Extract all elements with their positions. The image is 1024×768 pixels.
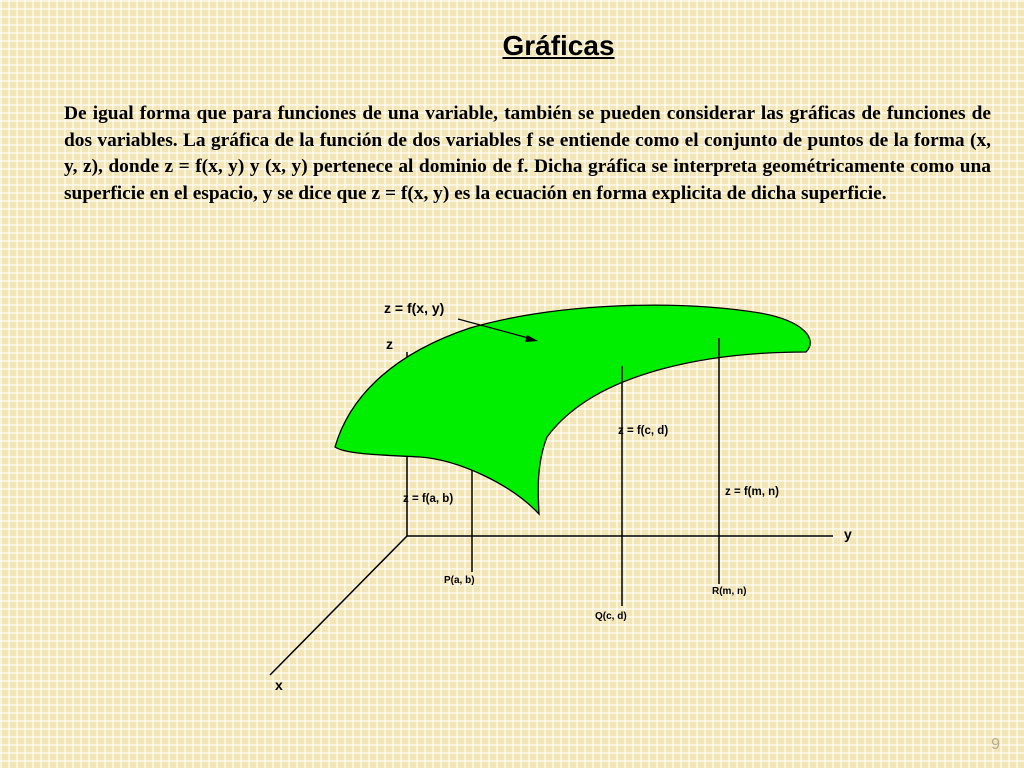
point-q-label: Q(c, d)	[595, 611, 627, 622]
value-cd-label: z = f(c, d)	[618, 425, 669, 437]
surface-label: z = f(x, y)	[384, 300, 445, 316]
value-ab-label: z = f(a, b)	[403, 493, 454, 505]
axis-x-label: x	[275, 677, 283, 693]
point-r-label: R(m, n)	[712, 586, 747, 597]
value-mn-label: z = f(m, n)	[725, 486, 779, 498]
body-paragraph: De igual forma que para funciones de una variable, también se pueden considerar las gráficas de funciones de dos variables. La gráfica de la función de dos variables f se entiende como el conjunto de puntos de la forma (x, y, z), donde z = f(x, y) y (x, y) pertenece al dominio de f. Dicha gráfica se interpreta geométricamente como una superficie en el espacio, y se dice que z = f(x, y) es la ecuación en forma explicita de dicha superficie.	[64, 103, 991, 204]
page-number: 9	[991, 736, 1000, 753]
axis-z-label: z	[386, 336, 393, 352]
x-axis	[270, 536, 407, 675]
axis-y-label: y	[844, 526, 852, 542]
slide-title-text: Gráficas	[502, 30, 615, 61]
point-p-label: P(a, b)	[444, 575, 475, 586]
